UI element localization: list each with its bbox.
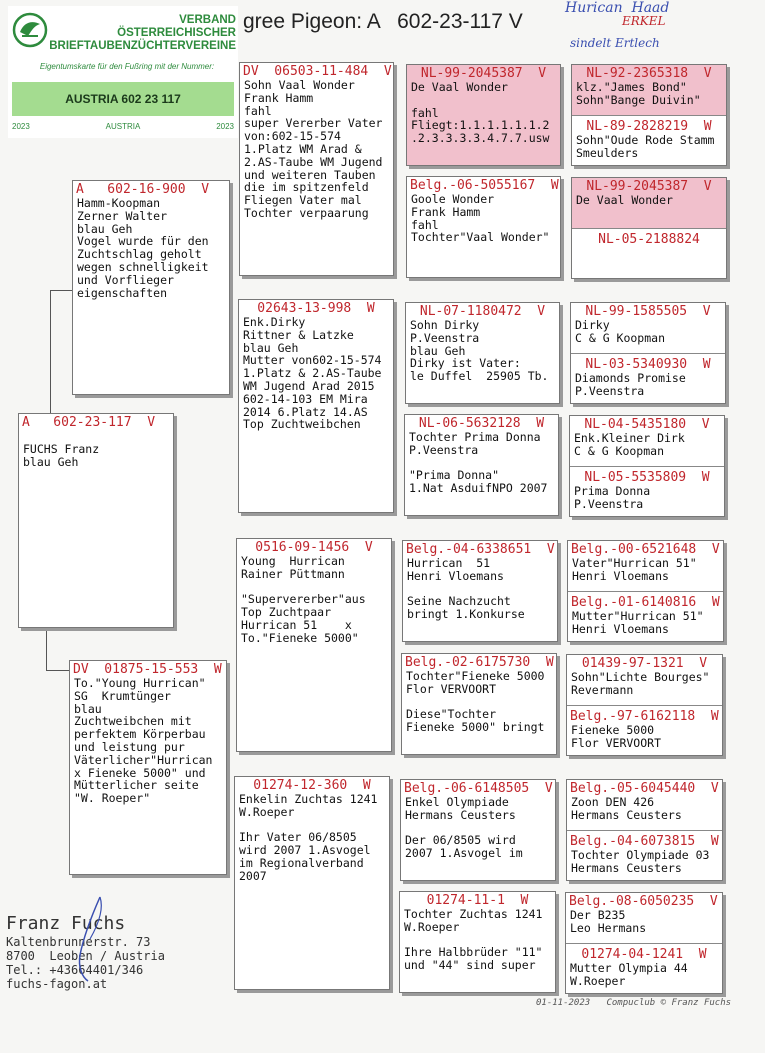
ring-number: NL-04-5435180 V xyxy=(584,417,710,432)
ring-number: NL-99-2045387 V xyxy=(420,66,547,81)
pigeon-details: Vater"Hurrican 51" Henri Vloemans xyxy=(572,556,697,583)
card-ring-band xyxy=(12,82,234,116)
handwritten-note-3: sindelt Ertlech xyxy=(570,36,660,50)
card-year-right: 2023 xyxy=(216,122,234,131)
ownership-card xyxy=(8,6,238,138)
pigeon-box-gen4-6 xyxy=(566,654,723,756)
pigeon-box-gen4-3 xyxy=(570,302,726,404)
pigeon-box-gen3-8 xyxy=(399,891,556,993)
card-subtitle: Eigentumskarte für den Fußring mit der Nummer: xyxy=(39,62,215,71)
box-divider xyxy=(572,228,726,229)
pigeon-box-gen3-2 xyxy=(406,176,561,278)
ring-number: 01274-04-1241 W xyxy=(581,947,707,962)
box-half xyxy=(567,655,722,705)
print-stamp: 01-11-2023 Compuclub © Franz Fuchs xyxy=(536,998,732,1008)
handwritten-note-1: Hurican Haad xyxy=(565,0,670,16)
box-divider xyxy=(568,591,723,592)
pigeon-box-gen3-5 xyxy=(402,540,558,642)
pigeon-details: FUCHS Franz blau Geh xyxy=(23,441,100,469)
pigeon-details: Hamm-Koopman Zerner Walter blau Geh Vogel wurde für den Zuchtschlag geholt wegen schnelligkeit und Vorflieger eigenschaften xyxy=(77,196,209,300)
pigeon-details: Diamonds Promise P.Veenstra xyxy=(575,371,686,398)
owner-name: Franz Fuchs xyxy=(6,913,126,934)
ring-number: Belg.-04-6073815 W xyxy=(570,834,719,849)
box-half xyxy=(567,780,722,830)
ring-number: Belg.-06-6148505 V xyxy=(404,781,553,796)
pigeon-details: Young Hurrican Rainer Püttmann "Supervererber"aus Top Zuchtpaar Hurrican 51 x To."Fieneke 5000" xyxy=(241,554,366,645)
pigeon-details: Enk.Dirky Rittner & Latzke blau Geh Mutter von602-15-574 1.Platz & 2.AS-Taube WM Jugend Arad 2015 602-14-103 EM Mira 2014 6.Platz 14.AS Top Zuchtweibchen xyxy=(243,315,382,432)
pigeon-details: Sohn Dirky P.Veenstra blau Geh Dirky ist Vater: le Duffel 25905 Tb. xyxy=(410,318,549,384)
pigeon-box-gen4-8 xyxy=(565,892,723,994)
box-divider xyxy=(567,830,722,831)
owner-phone: Tel.: +43664401/346 xyxy=(6,963,144,977)
ring-number: Belg.-06-5055167 W xyxy=(410,178,559,193)
pigeon-details: Sohn"Lichte Bourges" Revermann xyxy=(571,670,710,697)
box-half xyxy=(568,541,723,591)
pigeon-details: Enkelin Zuchtas 1241 W.Roeper Ihr Vater 06/8505 wird 2007 1.Asvogel im Regionalverband 2007 xyxy=(239,792,378,883)
pigeon-details: Tochter"Fieneke 5000 Flor VERVOORT Diese"Tochter Fieneke 5000" bringt xyxy=(406,669,545,735)
owner-street: Kaltenbrunnerstr. 73 xyxy=(6,935,151,949)
ring-number: DV 01875-15-553 W xyxy=(73,662,222,677)
ring-number: NL-06-5632128 W xyxy=(418,416,545,431)
ring-number: A 602-23-117 V xyxy=(22,415,156,430)
ring-number: Belg.-05-6045440 V xyxy=(570,781,719,796)
pigeon-details: Mutter"Hurrican 51" Henri Vloemans xyxy=(572,609,704,636)
ring-number: Belg.-04-6338651 V xyxy=(406,542,555,557)
connector-line xyxy=(50,290,74,291)
card-org-name: VERBAND ÖSTERREICHISCHER BRIEFTAUBENZÜCHTERVEREINE xyxy=(49,14,236,52)
ring-number: Belg.-02-6175730 W xyxy=(405,655,554,670)
card-footer xyxy=(12,122,234,131)
pigeon-details: Tochter Olympiade 03 Hermans Ceusters xyxy=(571,848,710,875)
pigeon-box-gen4-1 xyxy=(571,64,727,166)
box-half xyxy=(571,303,725,353)
ring-number: Belg.-00-6521648 V xyxy=(571,542,720,557)
box-divider xyxy=(572,115,726,116)
ring-number: NL-89-2828219 W xyxy=(586,119,712,134)
pigeon-details: De Vaal Wonder fahl Fliegt:1.1.1.1.1.1.2 .2.3.3.3.3.4.7.7.usw xyxy=(411,80,550,146)
ring-number: Belg.-01-6140816 W xyxy=(571,595,720,610)
pigeon-details: De Vaal Wonder xyxy=(576,193,673,207)
pigeon-box-dam xyxy=(69,660,227,875)
box-half xyxy=(566,893,722,943)
pigeon-details: Fieneke 5000 Flor VERVOORT xyxy=(571,723,662,750)
connector-line xyxy=(46,628,47,670)
pigeon-details: Enkel Olympiade Hermans Ceusters Der 06/8505 wird 2007 1.Asvogel im xyxy=(405,795,523,861)
ring-number: A 602-16-900 V xyxy=(76,182,210,197)
pigeon-box-gen3-4 xyxy=(404,414,559,516)
ring-number: NL-99-2045387 V xyxy=(586,179,712,194)
pigeon-details: Sohn"Oude Rode Stamm Smeulders xyxy=(576,133,715,160)
pigeon-details: To."Young Hurrican" SG Krumtünger blau Zuchtweibchen mit perfektem Körperbau und leistung pur Väterlicher"Hurrican x Fieneke 5000" und Mütterlicher seite "W. Roeper" xyxy=(74,676,213,806)
ring-number: DV 06503-11-484 V xyxy=(243,64,392,79)
ring-number: 0516-09-1456 V xyxy=(255,540,373,555)
pigeon-details: Sohn Vaal Wonder Frank Hamm fahl super Vererber Vater von:602-15-574 1.Platz WM Arad & 2.AS-Taube WM Jugend und weiteren Tauben die im spitzenfeld Fliegen Vater mal Tochter verpaarung xyxy=(244,78,383,220)
pigeon-box-gen3-1 xyxy=(406,64,561,166)
ring-number: 01274-11-1 W xyxy=(426,893,529,908)
pigeon-box-gen4-7 xyxy=(566,779,723,881)
pigeon-details: Enk.Kleiner Dirk C & G Koopman xyxy=(574,431,685,458)
box-half xyxy=(570,416,724,466)
ring-number: Belg.-97-6162118 W xyxy=(570,709,719,724)
owner-city: 8700 Leoben / Austria xyxy=(6,949,165,963)
connector-line xyxy=(46,670,70,671)
signature-scribble-icon xyxy=(70,895,110,985)
pigeon-box-gen4-4 xyxy=(569,415,725,517)
box-divider xyxy=(570,466,724,467)
pigeon-box-sire xyxy=(72,180,230,395)
handwritten-note-2: ERKEL xyxy=(622,14,666,28)
box-divider xyxy=(567,705,722,706)
pigeon-details: Der B235 Leo Hermans xyxy=(570,908,647,935)
pigeon-details: Tochter Zuchtas 1241 W.Roeper Ihre Halbbrüder "11" und "44" sind super xyxy=(404,907,543,973)
pigeon-box-granddam-1 xyxy=(238,299,394,513)
ring-number: NL-99-1585505 V xyxy=(585,304,711,319)
pigeon-box-gen4-5 xyxy=(567,540,724,642)
ring-number: 02643-13-998 W xyxy=(257,301,375,316)
pigeon-details: Zoon DEN 426 Hermans Ceusters xyxy=(571,795,682,822)
box-divider xyxy=(571,353,725,354)
pigeon-box-grandsire-2 xyxy=(236,538,392,752)
ring-number: NL-05-5535809 W xyxy=(584,470,710,485)
ring-number: Belg.-08-6050235 V xyxy=(569,894,718,909)
pigeon-box-gen3-7 xyxy=(400,779,556,881)
card-ring-number: AUSTRIA 602 23 117 xyxy=(65,92,181,106)
pigeon-box-gen3-6 xyxy=(401,653,557,755)
pigeon-logo-icon xyxy=(12,12,48,48)
card-country: AUSTRIA xyxy=(105,122,141,131)
pigeon-box-granddam-2 xyxy=(234,776,390,990)
pigeon-box-gen3-3 xyxy=(405,302,560,404)
pigeon-box-gen4-2 xyxy=(571,177,727,279)
ring-number: NL-92-2365318 V xyxy=(572,65,726,81)
highlight-area xyxy=(572,178,726,228)
ring-number: 01439-97-1321 V xyxy=(581,656,708,671)
pigeon-details: Hurrican 51 Henri Vloemans Seine Nachzucht bringt 1.Konkurse xyxy=(407,556,525,622)
pigeon-details: Tochter Prima Donna P.Veenstra "Prima Donna" 1.Nat AsduifNPO 2007 xyxy=(409,430,548,496)
connector-line xyxy=(50,290,51,420)
pigeon-box-grandsire-1 xyxy=(239,62,394,276)
pigeon-details: klz."James Bond" Sohn"Bange Duivin" xyxy=(572,81,726,115)
card-year-left: 2023 xyxy=(12,122,30,131)
ring-number: NL-03-5340930 W xyxy=(585,357,711,372)
box-divider xyxy=(566,943,722,944)
ring-number: 01274-12-360 W xyxy=(253,778,371,793)
ring-number: NL-07-1180472 V xyxy=(419,304,546,319)
ring-number: NL-05-2188824 xyxy=(598,232,700,247)
pigeon-box-main xyxy=(18,413,174,628)
owner-email: fuchs-fagon.at xyxy=(6,977,108,991)
pigeon-details: Mutter Olympia 44 W.Roeper xyxy=(570,961,688,988)
pigeon-details: Prima Donna P.Veenstra xyxy=(574,484,651,511)
pigeon-details: Goole Wonder Frank Hamm fahl Tochter"Vaal Wonder" xyxy=(411,192,550,245)
pigeon-details: Dirky C & G Koopman xyxy=(575,318,666,345)
page-title: gree Pigeon: A 602-23-117 V xyxy=(243,10,523,33)
